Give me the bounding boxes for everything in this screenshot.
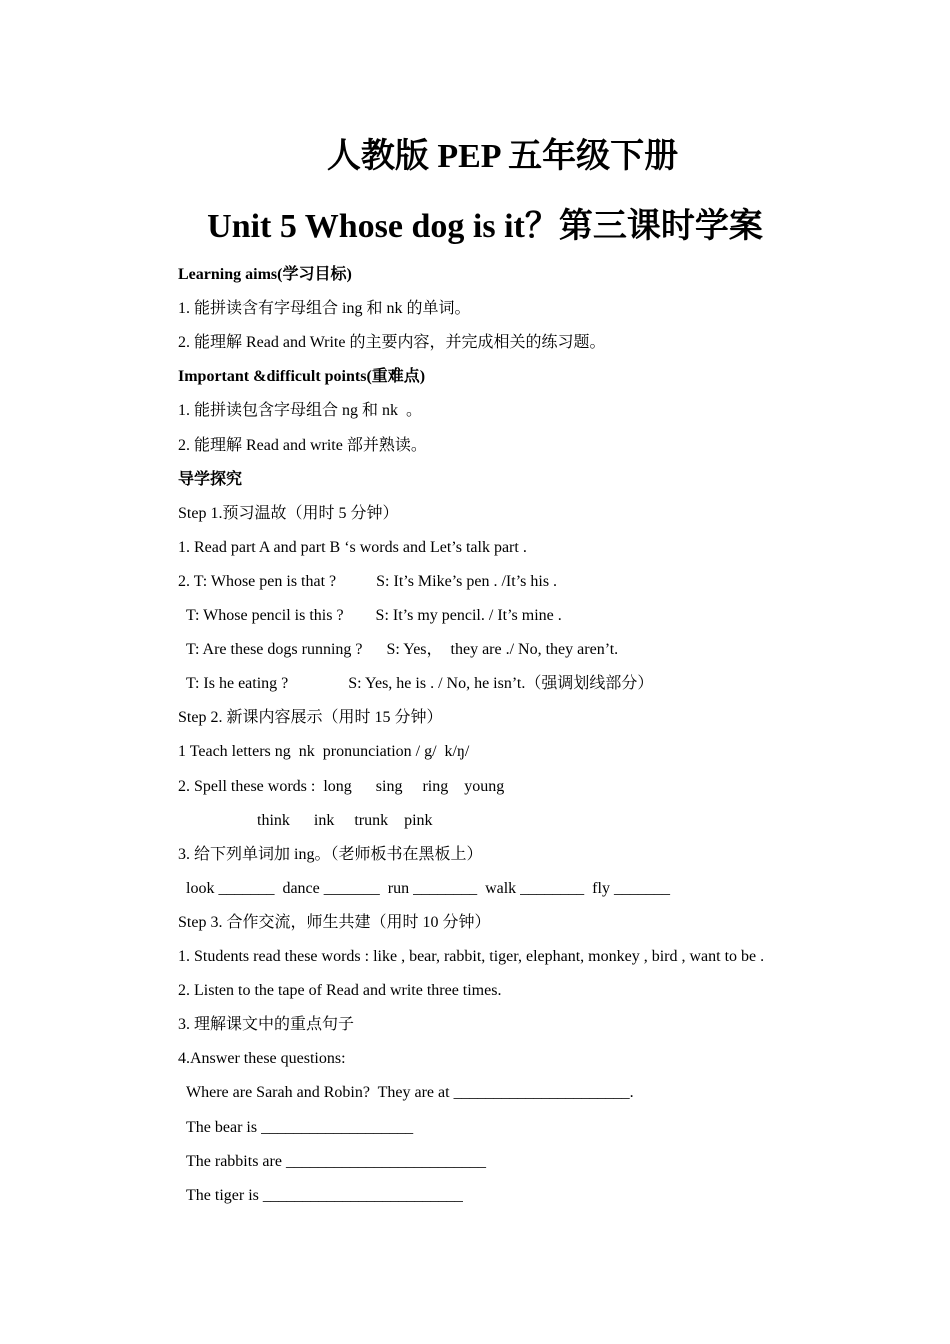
text-line: 3. 给下列单词加 ing。（老师板书在黑板上） — [178, 846, 483, 863]
text-line: Where are Sarah and Robin? They are at ______________________. — [186, 1084, 634, 1101]
document-subtitle: Unit 5 Whose dog is it？第三课时学案 — [207, 208, 763, 245]
text-line: 2. Listen to the tape of Read and write three times. — [178, 982, 502, 999]
text-line: The bear is ___________________ — [186, 1119, 414, 1136]
text-line: T: Is he eating ? S: Yes, he is . / No, he isn’t.（强调划线部分） — [186, 675, 654, 692]
text-line: 1. Read part A and part B ‘s words and Let’s talk part . — [178, 539, 527, 556]
section-heading: 导学探究 — [178, 471, 243, 488]
text-line: The rabbits are _________________________ — [186, 1153, 486, 1170]
text-line: 2. T: Whose pen is that ? S: It’s Mike’s pen . /It’s his . — [178, 573, 558, 590]
text-line: 1. 能拼读含有字母组合 ing 和 nk 的单词。 — [178, 300, 471, 317]
text-line: 3. 理解课文中的重点句子 — [178, 1016, 355, 1033]
section-heading: Learning aims(学习目标) — [178, 266, 352, 283]
section-heading: Important &difficult points(重难点) — [178, 368, 426, 385]
document-title: 人教版 PEP 五年级下册 — [326, 138, 679, 175]
text-line: 4.Answer these questions: — [178, 1050, 346, 1067]
text-line: Step 3. 合作交流，师生共建（用时 10 分钟） — [178, 914, 491, 931]
text-line: T: Whose pencil is this ? S: It’s my pencil. / It’s mine . — [186, 607, 562, 624]
text-line: 2. Spell these words : long sing ring young — [178, 778, 505, 795]
text-line: T: Are these dogs running ? S: Yes， they are ./ No, they aren’t. — [186, 641, 619, 658]
text-line: The tiger is _________________________ — [186, 1187, 463, 1204]
text-line: 2. 能理解 Read and Write 的主要内容，并完成相关的练习题。 — [178, 334, 606, 351]
text-line: think ink trunk pink — [257, 812, 433, 829]
text-line: look _______ dance _______ run ________ walk ________ fly _______ — [186, 880, 670, 897]
text-line: Step 2. 新课内容展示（用时 15 分钟） — [178, 709, 443, 726]
text-line: 1 Teach letters ng nk pronunciation / g/ k/ŋ/ — [178, 743, 470, 760]
text-line: 1. Students read these words : like , bear, rabbit, tiger, elephant, monkey , bird , want to be . — [178, 948, 765, 965]
text-line: 1. 能拼读包含字母组合 ng 和 nk 。 — [178, 402, 423, 419]
text-line: 2. 能理解 Read and write 部并熟读。 — [178, 437, 427, 454]
text-line: Step 1.预习温故（用时 5 分钟） — [178, 505, 399, 522]
